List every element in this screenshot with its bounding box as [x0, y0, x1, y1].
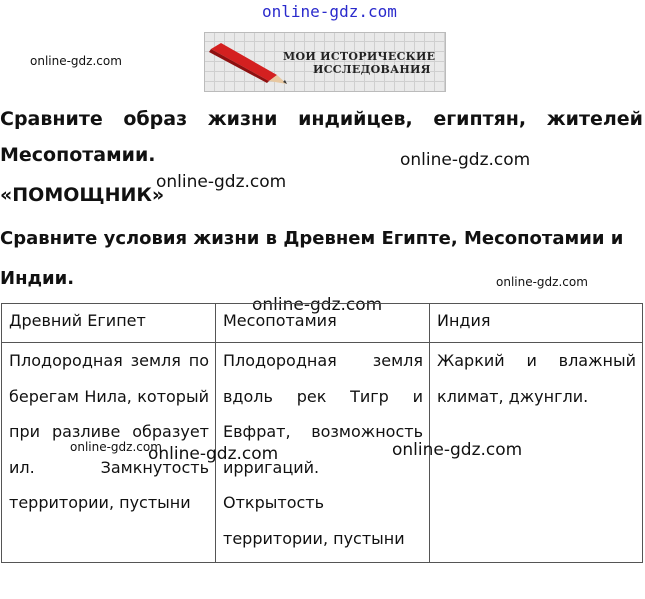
comparison-table — [1, 303, 643, 563]
header-egypt: Древний Египет — [2, 304, 216, 343]
watermark-right-1: online-gdz.com — [400, 150, 531, 170]
header-mesopotamia: Месопотамия — [216, 304, 430, 343]
task-line-1: Сравните образ жизни индийцев, египтян, жителей — [0, 108, 643, 130]
watermark-table-3: online-gdz.com — [392, 440, 523, 460]
section-banner — [204, 32, 446, 92]
cell-mesopotamia: Плодородная земля вдоль рек Тигр и Евфрат, возможность ирригаций. Открытость территории, пустыни — [216, 343, 430, 563]
helper-label: «ПОМОЩНИК» — [0, 184, 165, 206]
banner-line-1: МОИ ИСТОРИЧЕСКИЕ — [283, 50, 436, 63]
red-pencil-icon — [207, 41, 293, 85]
question-line-2: Индии. — [0, 268, 75, 289]
cell-india: Жаркий и влажный климат, джунгли. — [430, 343, 643, 563]
question-line-1: Сравните условия жизни в Древнем Египте, Месопотамии и — [0, 228, 624, 249]
watermark-center-2: online-gdz.com — [252, 295, 383, 315]
task-line-2: Месопотамии. — [0, 144, 156, 166]
table-header-row — [2, 304, 643, 343]
header-india: Индия — [430, 304, 643, 343]
watermark-table-2: online-gdz.com — [148, 444, 279, 464]
watermark-right-2: online-gdz.com — [496, 275, 588, 289]
banner-title — [283, 50, 443, 76]
cell-egypt: Плодородная земля по берегам Нила, который при разливе образует ил. Замкнутость территории, пустыни — [2, 343, 216, 563]
watermark-top: online-gdz.com — [262, 2, 397, 21]
watermark-left: online-gdz.com — [30, 54, 122, 68]
watermark-center-1: online-gdz.com — [156, 172, 287, 192]
banner-line-2: ИССЛЕДОВАНИЯ — [313, 63, 431, 76]
watermark-table-1: online-gdz.com — [70, 440, 162, 454]
